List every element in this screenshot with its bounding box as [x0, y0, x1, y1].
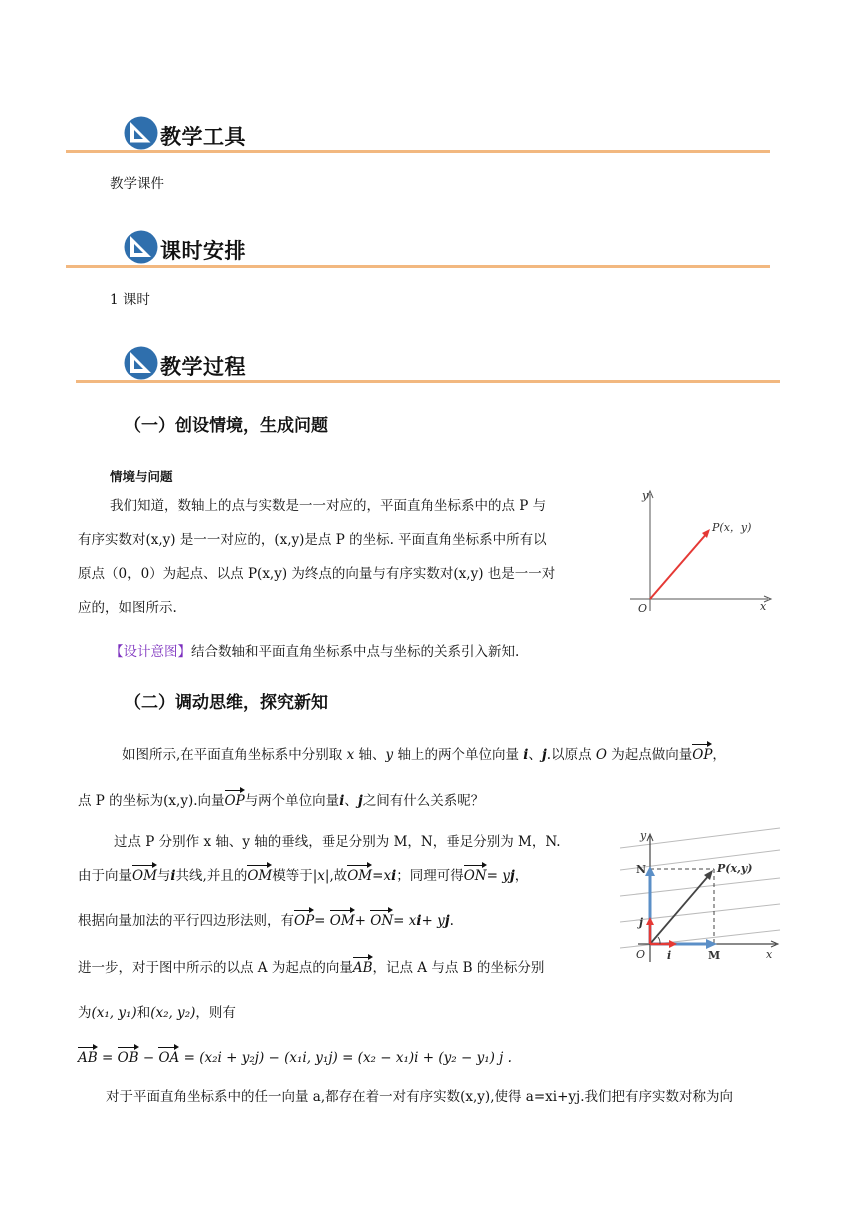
paragraph-line: 有序实数对(x,y) 是一一对应的，(x,y)是点 P 的坐标. 平面直角坐标系中所有以: [78, 532, 547, 548]
axis-label-x: x: [766, 948, 773, 961]
point-n-label: N: [636, 863, 647, 876]
axis-label-y: y: [642, 489, 649, 502]
paragraph-line: 由于向量OM与i共线,并且的OM模等于|x|,故OM=xi；同理可得ON= yj，: [78, 864, 528, 884]
paragraph-line: 为(x₁, y₁)和(x₂, y₂)，则有: [78, 1005, 236, 1021]
paragraph-line: 进一步，对于图中所示的以点 A 为起点的向量AB，记点 A 与点 B 的坐标分别: [78, 956, 544, 976]
section-title: 课时安排: [160, 239, 246, 263]
coordinate-figure-op: [620, 486, 780, 622]
vector-op: OP: [225, 789, 245, 809]
point-p-label: P(x,y): [717, 862, 753, 875]
set-square-icon: [124, 230, 158, 264]
equation-line: AB = OB − OA = (x₂i + y₂j) − (x₁i, y₁j) = (x₂ − x₁)i + (y₂ − y₁) j .: [78, 1046, 512, 1066]
section-header-process: [124, 334, 246, 380]
paragraph-line: 如图所示,在平面直角坐标系中分别取 x 轴、y 轴上的两个单位向量 i、j.以原点 O 为起点做向量OP，: [122, 743, 726, 763]
subsection-label: 情境与问题: [110, 469, 173, 484]
paragraph-line: 点 P 的坐标为(x,y).向量OP与两个单位向量i、j之间有什么关系呢？: [78, 789, 484, 809]
paragraph-line: 我们知道，数轴上的点与实数是一一对应的，平面直角坐标系中的点 P 与: [110, 498, 547, 514]
vector-op: OP: [692, 743, 712, 763]
axis-label-y: y: [640, 829, 647, 842]
coordinate-figure-decomposition: [620, 826, 784, 968]
design-intent: [110, 640, 519, 660]
paragraph-line: 过点 P 分别作 x 轴、y 轴的垂线，垂足分别为 M，N，垂足分别为 M，N.: [114, 834, 561, 850]
origin-label: O: [636, 948, 646, 961]
section-divider: [66, 150, 770, 153]
vector-ab: AB: [353, 956, 373, 976]
section-header-schedule: [124, 218, 246, 264]
section-title: 教学过程: [160, 355, 246, 379]
set-square-icon: [124, 116, 158, 150]
section-content: 1 课时: [110, 292, 150, 308]
part-heading: （二）调动思维，探究新知: [124, 693, 328, 713]
section-divider: [66, 265, 770, 268]
design-intent-text: 结合数轴和平面直角坐标系中点与坐标的关系引入新知.: [191, 644, 520, 660]
section-content: 教学课件: [110, 176, 164, 192]
axis-label-x: x: [760, 600, 767, 613]
origin-label: O: [638, 602, 648, 615]
paragraph-line: 应的，如图所示.: [78, 600, 177, 616]
design-intent-tag: 【设计意图】: [110, 644, 191, 660]
section-header-tools: [124, 104, 246, 150]
point-m-label: M: [708, 949, 721, 962]
paragraph-line: 对于平面直角坐标系中的任一向量 a,都存在着一对有序实数(x,y),使得 a=xi+yj.我们把有序实数对称为向: [106, 1089, 733, 1105]
paragraph-line: 原点（0，0）为起点、以点 P(x,y) 为终点的向量与有序实数对(x,y) 也是一一对: [78, 566, 556, 582]
section-divider: [76, 380, 780, 383]
paragraph-line: 根据向量加法的平行四边形法则，有OP= OM+ ON= xi+ yj.: [78, 909, 454, 929]
unit-i-label: i: [667, 949, 672, 962]
set-square-icon: [124, 346, 158, 380]
unit-j-label: j: [639, 916, 643, 929]
point-p-label: P(x，y): [712, 521, 752, 534]
section-title: 教学工具: [160, 125, 246, 149]
part-heading: （一）创设情境，生成问题: [124, 416, 328, 436]
